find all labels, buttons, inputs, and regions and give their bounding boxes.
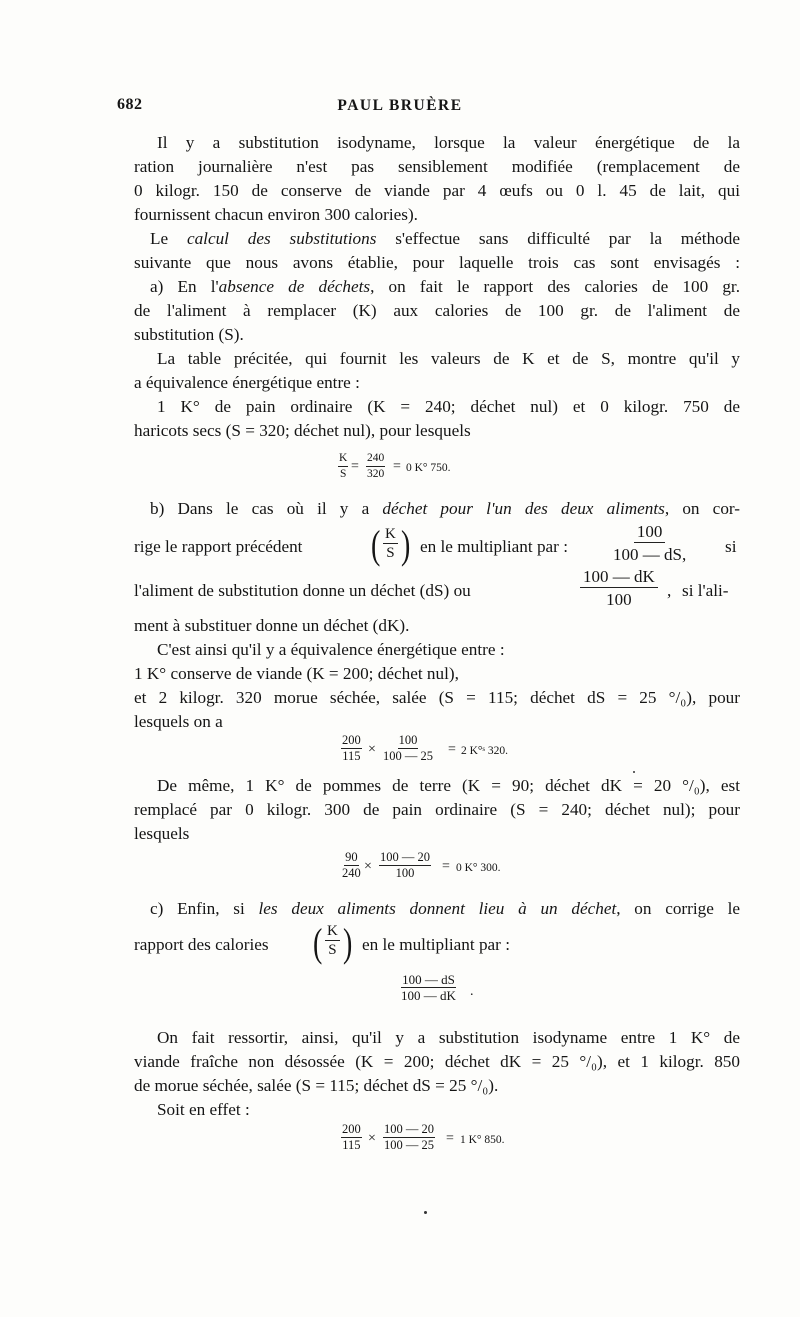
numerator: 100 — 20 (380, 850, 430, 864)
text-line: remplacé par 0 kilogr. 300 de pain ordinaire (S = 240; déchet nul); pour (134, 800, 740, 819)
fraction (383, 527, 398, 561)
numerator: K (327, 923, 338, 939)
numerator: 100 (398, 733, 418, 747)
text-line: rapport des calories (134, 935, 269, 954)
italic-run: déchet pour l'un des deux aliments (382, 499, 665, 518)
denominator: 100 — 25 (384, 1138, 434, 1152)
text-line: haricots secs (S = 320; déchet nul), pour lesquels (134, 421, 471, 440)
text-line: si (725, 537, 737, 556)
equals-sign: = (446, 1131, 454, 1146)
numerator: 100 — dS (402, 972, 455, 987)
numerator: K (385, 526, 396, 542)
page-number: 682 (117, 96, 143, 113)
text-line: de l'aliment à remplacer (K) aux calories de 100 gr. de l'aliment de (134, 301, 740, 320)
text-line: fournissent chacun environ 300 calories). (134, 205, 418, 224)
text-run: s'effectue sans difficulté par la méthode (376, 229, 740, 248)
numerator: 100 — dK (580, 568, 658, 588)
numerator: 240 (366, 453, 385, 467)
text-run: a) En l' (150, 277, 219, 296)
text-line: en le multipliant par : (362, 935, 510, 954)
print-speck (633, 771, 635, 773)
fraction (341, 1124, 362, 1151)
denominator: S (386, 545, 395, 561)
numerator: 200 (342, 733, 361, 747)
text-run: c) Enfin, si (150, 899, 259, 918)
italic-run: absence de déchets (218, 277, 371, 296)
text-line (150, 227, 740, 251)
left-parenthesis: ( (370, 522, 381, 567)
fraction (580, 568, 658, 608)
text-line: Soit en effet : (157, 1100, 250, 1119)
denominator: 100 (606, 590, 632, 609)
denominator: 100 (395, 866, 415, 880)
text-line: de morue séchée, salée (S = 115; déchet dS = 25 °/₀). (134, 1076, 499, 1095)
text-run: b) Dans le cas où il y a (150, 499, 383, 518)
text-run: , on corrige le (616, 899, 740, 918)
result: 1 K° 850. (460, 1134, 505, 1146)
text-line: ment à substituer donne un déchet (dK). (134, 616, 410, 635)
fraction (613, 523, 686, 563)
fraction (341, 735, 362, 762)
text-line: si l'ali- (682, 581, 729, 600)
text-line: substitution (S). (134, 325, 244, 344)
equals-sign: = (442, 859, 450, 874)
italic-run: les deux aliments donnent lieu à un déchet (258, 899, 617, 918)
numerator: 200 (342, 1122, 361, 1136)
numerator: K (338, 453, 348, 467)
text-line: rige le rapport précédent (134, 537, 303, 556)
fraction (379, 852, 431, 879)
denominator: 100 — dS, (613, 545, 687, 564)
fraction (366, 453, 385, 480)
text-run: Le (150, 229, 187, 248)
text-line: l'aliment de substitution donne un déchet (dS) ou (134, 581, 471, 600)
denominator: 100 — dK (401, 988, 456, 1003)
times-sign: × (368, 1131, 376, 1146)
text-run: , on cor- (664, 499, 741, 518)
text-line: La table précitée, qui fournit les valeurs de K et de S, montre qu'il y (157, 349, 740, 368)
equals-sign: = (393, 459, 401, 474)
denominator: 100 — 25 (383, 749, 433, 763)
result: 0 K° 300. (456, 862, 501, 874)
text-line: De même, 1 K° de pommes de terre (K = 90; déchet dK = 20 °/₀), est (157, 776, 740, 795)
denominator: S (339, 468, 347, 480)
times-sign: × (368, 742, 376, 757)
text-line: 0 kilogr. 150 de conserve de viande par 4 œufs ou 0 l. 45 de lait, qui (134, 181, 740, 200)
equals-sign: = (448, 742, 456, 757)
text-line: suivante que nous avons établie, pour laquelle trois cas sont envisagés : (134, 253, 740, 272)
right-parenthesis: ) (342, 920, 353, 965)
text-line: en le multipliant par : (420, 537, 568, 556)
text-line: viande fraîche non désossée (K = 200; déchet dK = 25 °/₀), et 1 kilogr. 850 (134, 1052, 740, 1071)
italic-run: calcul des substitutions (186, 229, 377, 248)
period: . (470, 984, 474, 999)
text-line (150, 275, 740, 299)
text-line: lesquels (134, 824, 190, 843)
text-line: ration journalière n'est pas sensiblement modifiée (remplacement de (134, 157, 740, 176)
numerator: 90 (345, 850, 358, 864)
text-line (150, 497, 740, 521)
fraction (383, 1124, 435, 1151)
text-line: et 2 kilogr. 320 morue séchée, salée (S = 115; déchet dS = 25 °/₀), pour (134, 688, 740, 707)
text-line: Il y a substitution isodyname, lorsque la valeur énergétique de la (157, 133, 740, 152)
numerator: 100 — 20 (384, 1122, 434, 1136)
text-line: , (667, 581, 672, 600)
fraction (342, 852, 361, 879)
times-sign: × (364, 859, 372, 874)
text-line: C'est ainsi qu'il y a équivalence énergétique entre : (157, 640, 505, 659)
result: 2 K°ˢ 320. (461, 745, 508, 757)
denominator: 115 (342, 749, 361, 763)
denominator: 320 (367, 468, 385, 480)
fraction (338, 453, 348, 480)
result: 0 K° 750. (406, 462, 451, 474)
text-line: lesquels on a (134, 712, 223, 731)
denominator: S (328, 942, 337, 958)
text-line: 1 K° de pain ordinaire (K = 240; déchet nul) et 0 kilogr. 750 de (157, 397, 740, 416)
fraction (401, 974, 456, 1001)
fraction (325, 924, 340, 958)
text-run: , on fait le rapport des calories de 100 gr. (370, 277, 740, 296)
denominator: 240 (342, 866, 361, 880)
running-title: PAUL BRUÈRE (337, 97, 463, 114)
fraction (383, 735, 433, 762)
right-parenthesis: ) (400, 522, 411, 567)
equals-sign: = (351, 459, 359, 474)
left-parenthesis: ( (312, 920, 323, 965)
denominator: 115 (342, 1138, 361, 1152)
text-line (150, 897, 740, 921)
print-speck (424, 1211, 427, 1214)
text-line: 1 K° conserve de viande (K = 200; déchet nul), (134, 664, 459, 683)
text-line: a équivalence énergétique entre : (134, 373, 360, 392)
text-line: On fait ressortir, ainsi, qu'il y a substitution isodyname entre 1 K° de (157, 1028, 740, 1047)
numerator: 100 (634, 523, 666, 543)
